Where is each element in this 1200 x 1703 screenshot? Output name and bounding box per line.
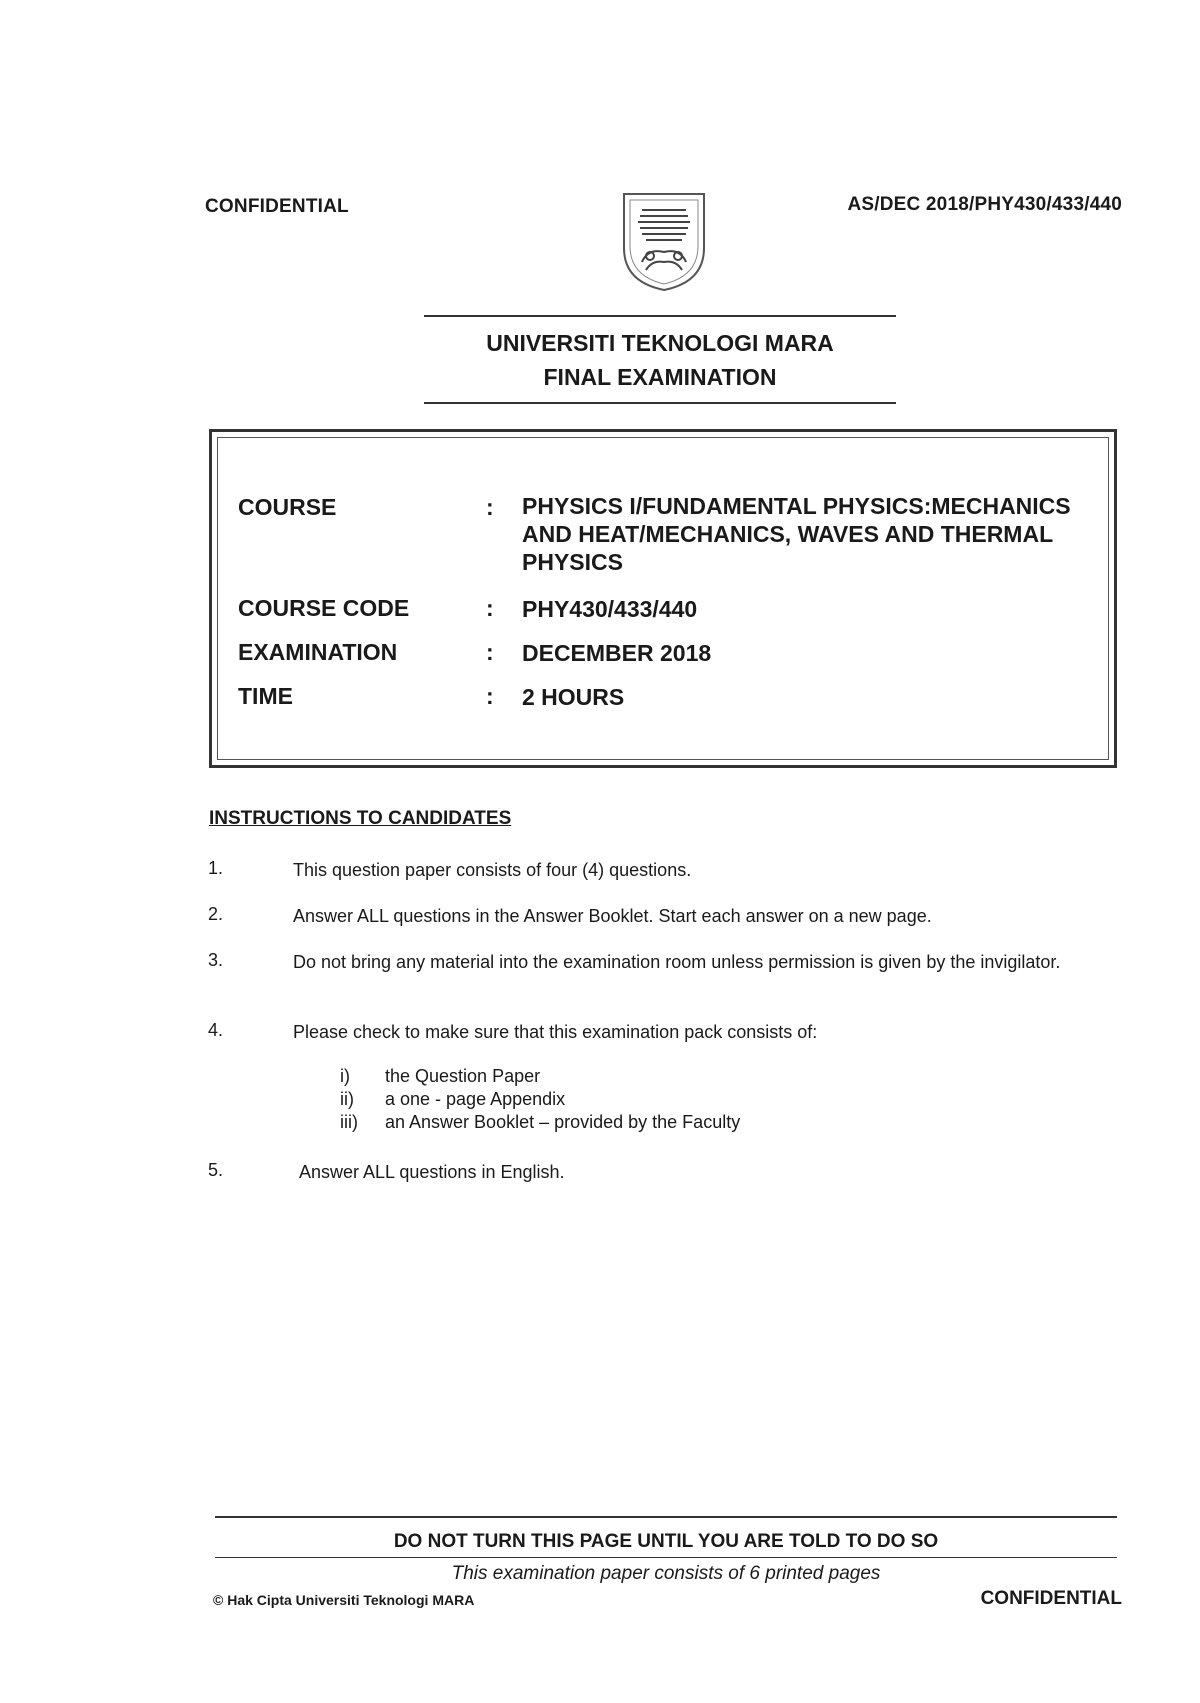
instruction-text: Please check to make sure that this examination pack consists of: <box>293 1022 818 1042</box>
do-not-turn-warning: DO NOT TURN THIS PAGE UNTIL YOU ARE TOLD TO DO SO <box>393 1531 939 1552</box>
time-label: TIME <box>238 683 293 709</box>
instruction-text: Answer ALL questions in English. <box>299 1162 565 1182</box>
title-rule-top <box>424 315 896 317</box>
instructions-title: INSTRUCTIONS TO CANDIDATES <box>209 808 512 829</box>
exam-code: AS/DEC 2018/PHY430/433/440 <box>847 194 1122 215</box>
university-crest-icon <box>618 190 710 294</box>
course-colon: : <box>486 494 494 520</box>
instruction-number: 3. <box>208 950 224 970</box>
course-code-value: PHY430/433/440 <box>522 596 698 622</box>
sub-item-number: i) <box>340 1066 350 1086</box>
confidential-label-bottom: CONFIDENTIAL <box>980 1588 1122 1609</box>
sub-item-text: the Question Paper <box>385 1066 541 1086</box>
course-code-colon: : <box>486 595 494 621</box>
sub-item-text: a one - page Appendix <box>385 1089 566 1109</box>
instruction-number: 5. <box>208 1160 224 1180</box>
examination-label: EXAMINATION <box>238 639 398 665</box>
examination-colon: : <box>486 639 494 665</box>
confidential-label: CONFIDENTIAL <box>205 196 349 217</box>
footer-rule-bottom <box>215 1557 1117 1558</box>
instruction-text: Answer ALL questions in the Answer Booklet. Start each answer on a new page. <box>293 906 932 926</box>
course-value: PHYSICS I/FUNDAMENTAL PHYSICS:MECHANICS AND HEAT/MECHANICS, WAVES AND THERMAL PHYSICS <box>522 493 1071 575</box>
instruction-number: 1. <box>208 858 224 878</box>
title-rule-bottom <box>424 402 896 404</box>
printed-pages-note: This examination paper consists of 6 printed pages <box>451 1563 881 1584</box>
course-code-label: COURSE CODE <box>238 595 410 621</box>
instruction-text: Do not bring any material into the examination room unless permission is given by the invigilator. <box>293 952 1061 972</box>
time-value: 2 HOURS <box>522 684 625 710</box>
copyright-notice: © Hak Cipta Universiti Teknologi MARA <box>213 1592 475 1608</box>
sub-item-text: an Answer Booklet – provided by the Faculty <box>385 1112 741 1132</box>
instruction-number: 4. <box>208 1020 224 1040</box>
university-name: UNIVERSITI TEKNOLOGI MARA <box>486 330 834 356</box>
time-colon: : <box>486 683 494 709</box>
instruction-number: 2. <box>208 904 224 924</box>
exam-title: FINAL EXAMINATION <box>543 364 777 390</box>
sub-item-number: iii) <box>340 1112 358 1132</box>
footer-rule-top <box>215 1516 1117 1518</box>
course-label: COURSE <box>238 494 337 520</box>
instruction-text: This question paper consists of four (4) questions. <box>293 860 692 880</box>
examination-value: DECEMBER 2018 <box>522 640 712 666</box>
sub-item-number: ii) <box>340 1089 354 1109</box>
